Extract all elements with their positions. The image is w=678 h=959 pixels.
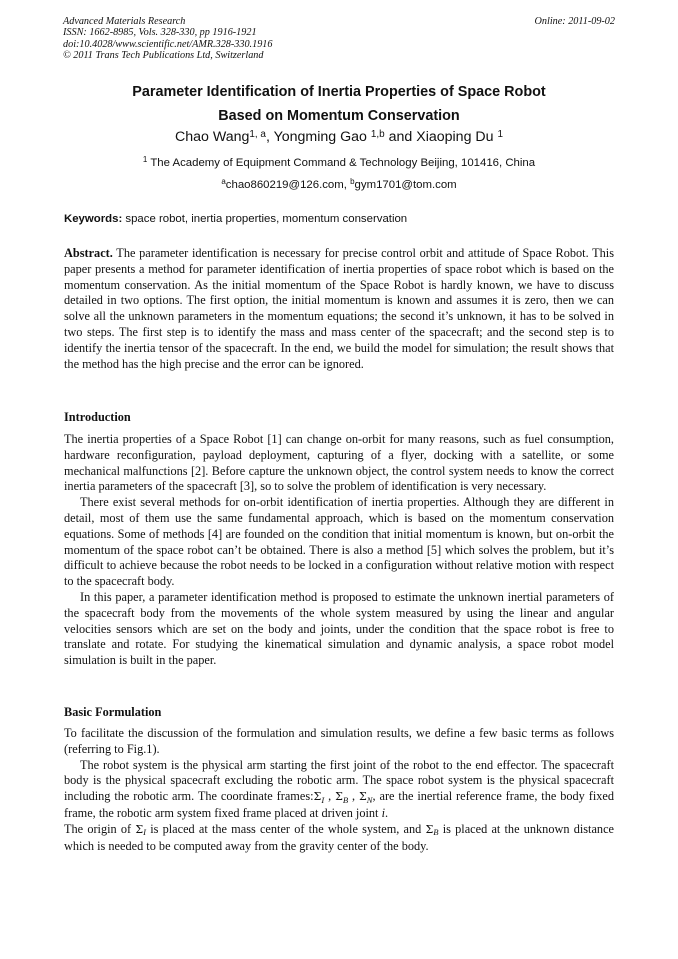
keywords-label: Keywords: [64, 213, 123, 225]
intro-paragraph-2: There exist several methods for on-orbit identification of inertia properties. Although they are different in detail, most of them use the same fundamental approach, which is based on the momentum conservation equations. Some of methods [4] are founded on the condition that initial momentum is known, but on-orbit the momentum of the space robot can’t be obtained. There is also a method [5] which solves the problem, but it’s difficult to achieve because the robot needs to be locked in a configuration without relative motion with respect to the spacecraft body. [64, 495, 614, 589]
doi-line: doi:10.4028/www.scientific.net/AMR.328-330.1916 [63, 38, 273, 50]
introduction-section [64, 432, 614, 669]
email-line [60, 178, 618, 192]
basic-paragraph-3 [64, 822, 614, 855]
paper-title [60, 80, 618, 128]
sigma-sub-body: B [342, 794, 349, 805]
basic-p2-end: . [384, 805, 389, 820]
abstract-text: The parameter identification is necessary for precise control orbit and attitude of Space Robot. This paper presents a method for parameter identification of inertia properties of space robot which is based on the momentum conservation. As the initial momentum of the Space Robot is hardly known, we have to discuss detailed in two options. The first option, the initial momentum is known and assumes it is zero, then we can solve all the unknown parameters in the momentum equations; the second it’s unknown, it has to be solved in two steps. The first step is to identify the mass and mass center of the spacecraft; and the second step is to identify the inertia tensor of the spacecraft. In the end, we build the model for simulation; the result shows that the method has the high precise and the error can be ignored. [64, 246, 614, 371]
author-sep-2: and [384, 129, 417, 145]
sigma-sub-inertial: I [143, 827, 146, 838]
frame-sep-1: , [324, 789, 336, 804]
frame-sep-2: , [348, 789, 359, 804]
abstract-label: Abstract. [64, 246, 113, 260]
introduction-heading: Introduction [64, 410, 131, 424]
affiliation [60, 156, 618, 170]
basic-p3-b: is placed at the mass center of the whole system, and [146, 821, 426, 836]
sigma-sub-arm: N [366, 794, 373, 805]
basic-paragraph-1: To facilitate the discussion of the formulation and simulation results, we define a few basic terms as follows (referring to Fig.1). [64, 726, 614, 756]
email-a-marker: a [221, 177, 226, 187]
sigma-symbol: Σ [135, 822, 144, 836]
sigma-sub-body: B [433, 827, 439, 838]
basic-formulation-heading: Basic Formulation [64, 705, 162, 719]
intro-paragraph-1: The inertia properties of a Space Robot [1] can change on-orbit for many reasons, such as fuel consumption, hardware reconfiguration, payload deployment, capturing of a flyer, docking with a satellite, or some mechanical malfunctions [2]. Before capture the unknown object, the control system needs to know the correct inertia parameters of the spacecraft [3], so to solve the problem of identification is very necessary. [64, 432, 614, 494]
journal-header [63, 16, 615, 62]
author-3: Xiaoping Du [416, 129, 494, 145]
email-b[interactable]: gym1701@tom.com [354, 179, 457, 191]
author-list [60, 128, 618, 146]
sigma-symbol: Σ [313, 790, 322, 804]
email-a[interactable]: chao860219@126.com [225, 179, 344, 191]
basic-paragraph-2 [64, 758, 614, 822]
issn-line: ISSN: 1662-8985, Vols. 328-330, pp 1916-1921 [63, 27, 257, 39]
author-sep-1: , [265, 129, 274, 145]
basic-p2-text: The robot system is the physical arm starting the first joint of the robot to the end effector. The spacecraft body is the physical spacecraft excluding the robotic arm. The space robot system is the physical spacecraft including the robotic arm. The coordinate frames: [64, 757, 614, 804]
basic-p3-c: is placed at the unknown distance which is needed to be computed away from the gravity center of the body. [64, 821, 614, 853]
copyright-line: © 2011 Trans Tech Publications Ltd, Switzerland [63, 50, 264, 62]
online-date: Online: 2011-09-02 [534, 16, 615, 27]
author-3-affil: 1 [497, 128, 504, 140]
keywords [64, 212, 614, 226]
basic-formulation-section [64, 726, 614, 854]
affiliation-number: 1 [142, 155, 148, 165]
author-1-affil: 1, a [249, 128, 266, 140]
sigma-symbol: Σ [359, 790, 367, 804]
email-sep: , [343, 179, 351, 191]
abstract [64, 246, 614, 372]
author-2: Yongming Gao [273, 129, 367, 145]
sigma-symbol: Σ [425, 822, 434, 836]
journal-name: Advanced Materials Research [63, 16, 186, 27]
joint-index: i [381, 805, 385, 820]
basic-p2-tail: , are the inertial reference frame, the body fixed frame, the robotic arm system fixed frame placed at driven joint [64, 789, 614, 820]
sigma-symbol: Σ [335, 790, 343, 804]
email-b-marker: b [350, 177, 355, 187]
author-2-affil: 1,b [370, 128, 385, 140]
affiliation-text: The Academy of Equipment Command & Technology Beijing, 101416, China [150, 157, 536, 169]
sigma-sub-inertial: I [321, 794, 325, 805]
title-line-1: Parameter Identification of Inertia Properties of Space Robot [132, 84, 546, 100]
author-1: Chao Wang [174, 129, 250, 145]
basic-p3-a: The origin of [64, 821, 136, 836]
intro-paragraph-3: In this paper, a parameter identification method is proposed to estimate the unknown inertial parameters of the spacecraft body from the movements of the whole system measured by using the linear and angular velocities sensors which are set on the body and joints, under the condition that the space robot is free to translate and rotate. For studying the kinematical simulation and dynamic analysis, a space robot model simulation is built in the paper. [64, 589, 614, 668]
title-line-2: Based on Momentum Conservation [218, 108, 460, 124]
keywords-text: space robot, inertia properties, momentum conservation [122, 213, 408, 225]
